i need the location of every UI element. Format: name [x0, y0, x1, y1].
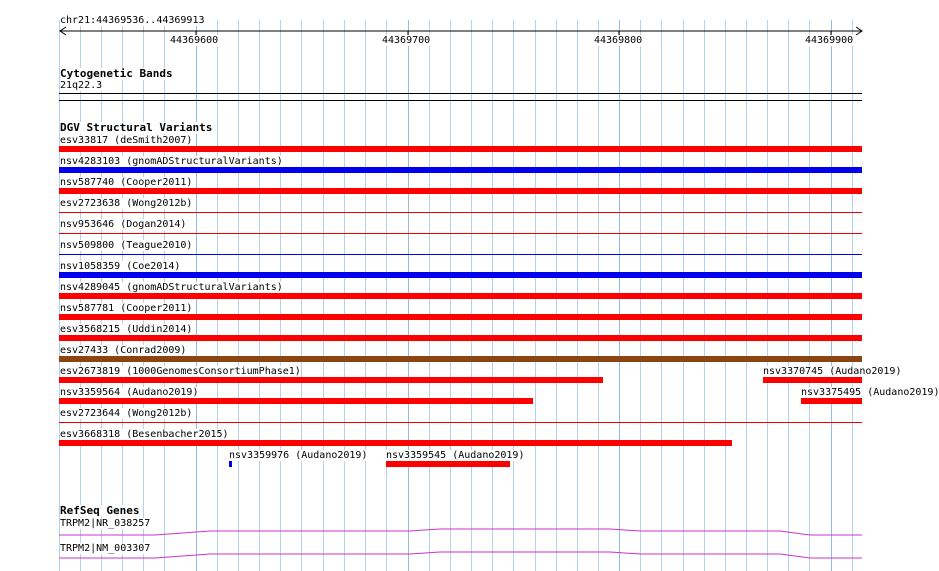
- variant-feature[interactable]: [763, 377, 862, 383]
- gene-feature[interactable]: [0, 550, 890, 562]
- variant-label: esv3568215 (Uddin2014): [60, 324, 193, 335]
- variant-label: nsv587740 (Cooper2011): [60, 177, 193, 188]
- variant-label: nsv3359545 (Audano2019): [386, 450, 525, 461]
- variant-feature[interactable]: [229, 461, 232, 467]
- variant-feature[interactable]: [59, 272, 862, 278]
- variant-feature[interactable]: [59, 188, 862, 194]
- ruler-tick-label: 44369600: [170, 35, 219, 46]
- gene-label: TRPM2|NR_038257: [60, 518, 151, 529]
- variant-label: nsv3370745 (Audano2019): [763, 366, 902, 377]
- gene-feature[interactable]: [0, 527, 890, 539]
- variant-label: nsv3359976 (Audano2019): [229, 450, 368, 461]
- variant-feature[interactable]: [59, 314, 862, 320]
- ruler-tick-label: 44369700: [382, 35, 431, 46]
- variant-label: esv27433 (Conrad2009): [60, 345, 187, 356]
- track-title: Cytogenetic Bands: [60, 67, 173, 80]
- ruler-axis: [0, 22, 890, 42]
- variant-label: nsv3359564 (Audano2019): [60, 387, 199, 398]
- variant-label: esv2673819 (1000GenomesConsortiumPhase1): [60, 366, 301, 377]
- track-title: DGV Structural Variants: [60, 121, 213, 134]
- variant-feature[interactable]: [59, 254, 862, 255]
- variant-feature[interactable]: [59, 146, 862, 152]
- variant-label: esv2723638 (Wong2012b): [60, 198, 193, 209]
- cytoband-label: 21q22.3: [60, 80, 103, 91]
- variant-feature[interactable]: [59, 422, 862, 423]
- variant-feature[interactable]: [59, 440, 732, 446]
- variant-feature[interactable]: [59, 377, 603, 383]
- variant-feature[interactable]: [59, 398, 533, 404]
- variant-label: nsv4289045 (gnomADStructuralVariants): [60, 282, 283, 293]
- cytoband-line[interactable]: [59, 93, 862, 94]
- variant-feature[interactable]: [386, 461, 510, 467]
- variant-label: nsv3375495 (Audano2019): [801, 387, 939, 398]
- gene-label: TRPM2|NM_003307: [60, 543, 151, 554]
- track-title: RefSeq Genes: [60, 504, 140, 517]
- variant-label: nsv587781 (Cooper2011): [60, 303, 193, 314]
- variant-label: esv3668318 (Besenbacher2015): [60, 429, 229, 440]
- ruler-location: chr21:44369536..44369913: [60, 15, 205, 26]
- variant-label: esv2723644 (Wong2012b): [60, 408, 193, 419]
- variant-feature[interactable]: [59, 335, 862, 341]
- ruler-tick-label: 44369900: [805, 35, 854, 46]
- variant-label: nsv509800 (Teague2010): [60, 240, 193, 251]
- track-divider: [59, 100, 862, 101]
- variant-label: nsv953646 (Dogan2014): [60, 219, 187, 230]
- variant-feature[interactable]: [59, 167, 862, 173]
- variant-feature[interactable]: [59, 293, 862, 299]
- variant-label: esv33817 (deSmith2007): [60, 135, 193, 146]
- ruler-tick-label: 44369800: [594, 35, 643, 46]
- variant-feature[interactable]: [59, 356, 862, 362]
- variant-feature[interactable]: [801, 398, 862, 404]
- variant-feature[interactable]: [59, 212, 862, 213]
- variant-label: nsv1058359 (Coe2014): [60, 261, 181, 272]
- variant-label: nsv4283103 (gnomADStructuralVariants): [60, 156, 283, 167]
- variant-feature[interactable]: [59, 233, 862, 234]
